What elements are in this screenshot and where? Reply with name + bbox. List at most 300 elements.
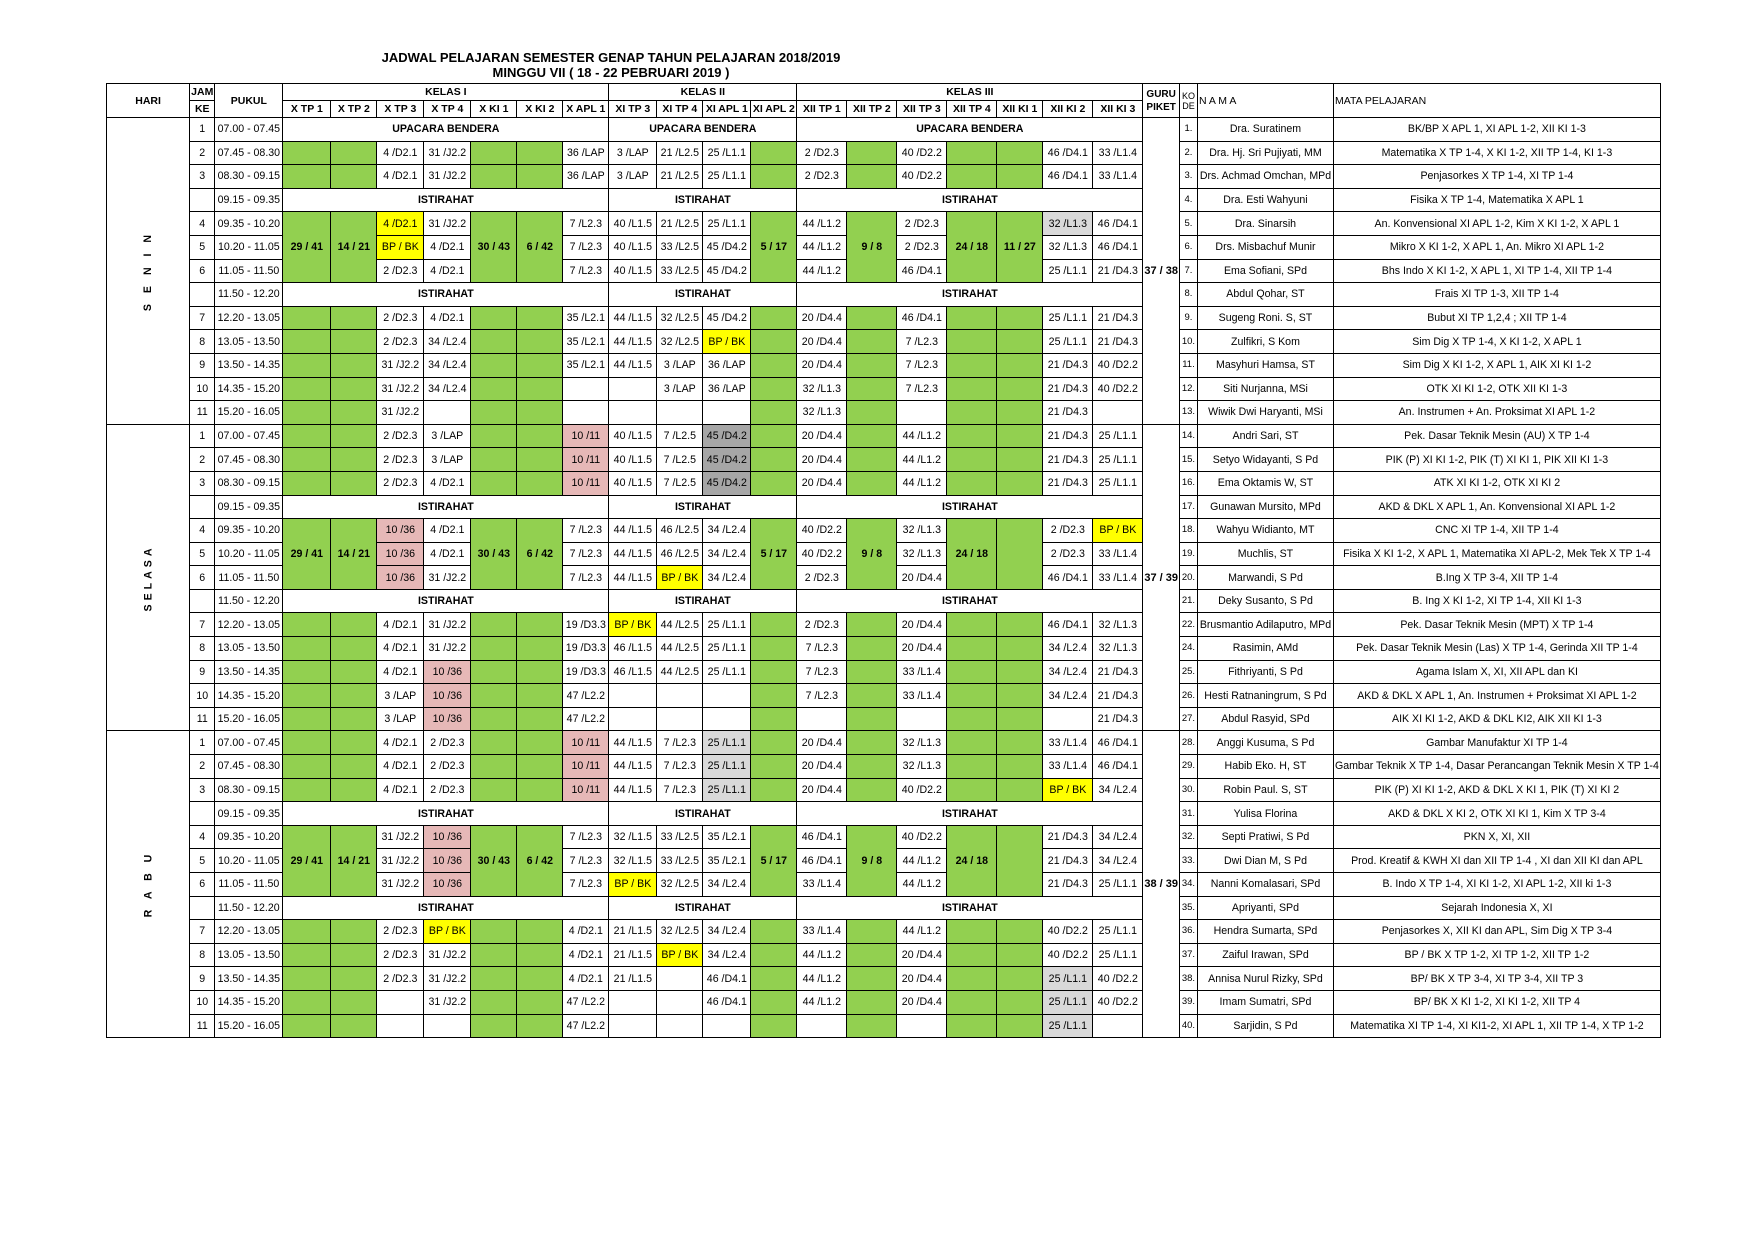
header-class: XII TP 1 (797, 101, 847, 118)
class-cell: 44 /L1.2 (897, 424, 947, 448)
class-cell (751, 684, 797, 708)
class-cell (751, 401, 797, 425)
class-cell: 4 /D2.1 (377, 141, 424, 165)
class-cell: 46 /D4.1 (703, 967, 751, 991)
jam-ke: 6 (190, 873, 215, 897)
class-cell (947, 448, 997, 472)
teacher-subject: CNC XI TP 1-4, XII TP 1-4 (1333, 519, 1660, 543)
class-cell: 7 /L2.3 (797, 637, 847, 661)
teacher-subject: Bubut XI TP 1,2,4 ; XII TP 1-4 (1333, 306, 1660, 330)
table-row (107, 707, 1661, 731)
table-row (107, 967, 1661, 991)
class-cell: 25 /L1.1 (1043, 259, 1093, 283)
pukul: 13.50 - 14.35 (215, 967, 283, 991)
teacher-code: 8. (1179, 283, 1197, 307)
day-cell (107, 118, 190, 425)
class-cell (997, 424, 1043, 448)
teacher-subject: Gambar Teknik X TP 1-4, Dasar Perancangan Teknik Mesin X TP 1-4 (1333, 755, 1660, 779)
pukul: 09.35 - 10.20 (215, 212, 283, 236)
class-cell: BP / BK (377, 235, 424, 259)
class-cell: 20 /D4.4 (897, 613, 947, 637)
teacher-code: 28. (1179, 731, 1197, 755)
class-cell (331, 377, 377, 401)
table-row (107, 306, 1661, 330)
istirahat-cell: ISTIRAHAT (283, 283, 609, 307)
class-cell: 34 /L2.4 (1043, 684, 1093, 708)
header-class: X TP 3 (377, 101, 424, 118)
class-cell: 46 /D4.1 (703, 990, 751, 1014)
pukul: 11.50 - 12.20 (215, 283, 283, 307)
class-cell: 40 /D2.2 (1093, 377, 1143, 401)
teacher-code: 35. (1179, 896, 1197, 920)
teacher-code: 1. (1179, 118, 1197, 142)
class-cell: 7 /L2.3 (563, 235, 609, 259)
class-cell (997, 684, 1043, 708)
class-cell: 25 /L1.1 (1093, 873, 1143, 897)
istirahat-cell: ISTIRAHAT (609, 283, 797, 307)
istirahat-cell: ISTIRAHAT (609, 188, 797, 212)
istirahat-cell: ISTIRAHAT (283, 802, 609, 826)
istirahat-cell: ISTIRAHAT (609, 495, 797, 519)
class-cell (751, 943, 797, 967)
class-cell: 33 /L1.4 (1093, 566, 1143, 590)
class-cell (751, 471, 797, 495)
class-cell: 31 /J2.2 (377, 377, 424, 401)
class-cell (847, 471, 897, 495)
class-cell: 7 /L2.3 (563, 542, 609, 566)
class-cell (997, 613, 1043, 637)
class-cell: 4 /D2.1 (424, 259, 471, 283)
class-cell (517, 448, 563, 472)
class-cell (283, 707, 331, 731)
pukul: 07.45 - 08.30 (215, 448, 283, 472)
class-cell: 2 /D2.3 (377, 448, 424, 472)
teacher-subject: BP / BK X TP 1-2, XI TP 1-2, XII TP 1-2 (1333, 943, 1660, 967)
jam-ke: 8 (190, 330, 215, 354)
teacher-code: 31. (1179, 802, 1197, 826)
block-cell: 30 / 43 (471, 519, 517, 590)
class-cell (283, 755, 331, 779)
block-cell: 5 / 17 (751, 519, 797, 590)
class-cell (657, 1014, 703, 1038)
class-cell (609, 990, 657, 1014)
class-cell: 7 /L2.5 (657, 448, 703, 472)
class-cell: 21 /L1.5 (609, 943, 657, 967)
pukul: 08.30 - 09.15 (215, 471, 283, 495)
class-cell: 34 /L2.4 (703, 542, 751, 566)
teacher-name: Dwi Dian M, S Pd (1197, 849, 1333, 873)
class-cell (471, 401, 517, 425)
class-cell: 44 /L1.5 (609, 519, 657, 543)
class-cell (657, 684, 703, 708)
class-cell: 46 /D4.1 (1093, 235, 1143, 259)
class-cell: 44 /L1.2 (797, 967, 847, 991)
class-cell: 25 /L1.1 (1043, 967, 1093, 991)
teacher-code: 39. (1179, 990, 1197, 1014)
jam-ke (190, 896, 215, 920)
class-cell: 2 /D2.3 (797, 165, 847, 189)
teacher-code: 20. (1179, 566, 1197, 590)
class-cell: 32 /L2.5 (657, 920, 703, 944)
class-cell (283, 353, 331, 377)
class-cell (847, 613, 897, 637)
istirahat-cell: ISTIRAHAT (797, 896, 1143, 920)
class-cell: 21 /D4.3 (1043, 353, 1093, 377)
teacher-subject: Mikro X KI 1-2, X APL 1, An. Mikro XI APL 1-2 (1333, 235, 1660, 259)
pukul: 15.20 - 16.05 (215, 401, 283, 425)
class-cell: 20 /D4.4 (897, 637, 947, 661)
header-mapel: MATA PELAJARAN (1333, 84, 1660, 118)
header-class: XII TP 3 (897, 101, 947, 118)
class-cell (331, 967, 377, 991)
class-cell: 21 /D4.3 (1093, 707, 1143, 731)
guru-piket: 37 / 39 (1143, 424, 1180, 731)
class-cell: 25 /L1.1 (1043, 1014, 1093, 1038)
class-cell: 44 /L2.5 (657, 637, 703, 661)
class-cell (517, 141, 563, 165)
class-cell (283, 943, 331, 967)
class-cell: 33 /L1.4 (1043, 731, 1093, 755)
class-cell (847, 401, 897, 425)
class-cell (471, 684, 517, 708)
class-cell (997, 448, 1043, 472)
class-cell (997, 401, 1043, 425)
class-cell: 32 /L1.5 (609, 849, 657, 873)
class-cell (947, 707, 997, 731)
class-cell: 4 /D2.1 (563, 967, 609, 991)
class-cell (751, 920, 797, 944)
pukul: 08.30 - 09.15 (215, 165, 283, 189)
class-cell: 34 /L2.4 (1043, 660, 1093, 684)
class-cell (471, 141, 517, 165)
class-cell: 46 /L1.5 (609, 660, 657, 684)
class-cell (331, 778, 377, 802)
class-cell: 46 /L2.5 (657, 519, 703, 543)
class-cell (517, 684, 563, 708)
jam-ke (190, 589, 215, 613)
teacher-subject: OTK XI KI 1-2, OTK XII KI 1-3 (1333, 377, 1660, 401)
teacher-name: Dra. Hj. Sri Pujiyati, MM (1197, 141, 1333, 165)
pukul: 07.00 - 07.45 (215, 731, 283, 755)
teacher-name: Anggi Kusuma, S Pd (1197, 731, 1333, 755)
teacher-code: 3. (1179, 165, 1197, 189)
header-guru-piket: GURU PIKET (1143, 84, 1180, 118)
jam-ke: 8 (190, 943, 215, 967)
day-cell (107, 424, 190, 731)
table-row (107, 896, 1661, 920)
class-cell: 34 /L2.4 (424, 353, 471, 377)
class-cell: 47 /L2.2 (563, 684, 609, 708)
class-cell: 46 /D4.1 (1043, 613, 1093, 637)
class-cell: 25 /L1.1 (703, 731, 751, 755)
class-cell (947, 165, 997, 189)
class-cell: 32 /L1.3 (897, 519, 947, 543)
class-cell: 40 /D2.2 (1093, 967, 1143, 991)
class-cell (947, 684, 997, 708)
class-cell: 20 /D4.4 (797, 778, 847, 802)
block-cell: 24 / 18 (947, 825, 997, 896)
class-cell (847, 755, 897, 779)
class-cell: 25 /L1.1 (1093, 471, 1143, 495)
class-cell: 19 /D3.3 (563, 613, 609, 637)
header-class: XII TP 4 (947, 101, 997, 118)
teacher-name: Annisa Nurul Rizky, SPd (1197, 967, 1333, 991)
block-cell (997, 519, 1043, 590)
header-jam: JAM (190, 84, 215, 101)
class-cell: 20 /D4.4 (897, 943, 947, 967)
class-cell: 44 /L1.2 (897, 448, 947, 472)
class-cell: 20 /D4.4 (797, 353, 847, 377)
class-cell: 40 /D2.2 (1093, 353, 1143, 377)
class-cell (847, 943, 897, 967)
class-cell (751, 353, 797, 377)
table-row (107, 990, 1661, 1014)
class-cell: 25 /L1.1 (703, 660, 751, 684)
class-cell: 46 /D4.1 (897, 259, 947, 283)
class-cell: 46 /D4.1 (797, 825, 847, 849)
class-cell: 7 /L2.3 (797, 684, 847, 708)
class-cell: 47 /L2.2 (563, 1014, 609, 1038)
jam-ke: 6 (190, 259, 215, 283)
class-cell: 33 /L2.5 (657, 849, 703, 873)
class-cell: 21 /D4.3 (1093, 660, 1143, 684)
class-cell (517, 330, 563, 354)
block-cell: 9 / 8 (847, 519, 897, 590)
class-cell: 10 /11 (563, 755, 609, 779)
class-cell: 21 /D4.3 (1093, 330, 1143, 354)
pukul: 13.05 - 13.50 (215, 637, 283, 661)
teacher-name: Dra. Esti Wahyuni (1197, 188, 1333, 212)
class-cell (897, 401, 947, 425)
class-cell: 33 /L1.4 (1093, 141, 1143, 165)
class-cell (947, 660, 997, 684)
class-cell (751, 755, 797, 779)
class-cell (331, 660, 377, 684)
class-cell (283, 778, 331, 802)
header-kelas-3: KELAS III (797, 84, 1143, 101)
teacher-subject: Sim Dig X TP 1-4, X KI 1-2, X APL 1 (1333, 330, 1660, 354)
class-cell: 36 /LAP (703, 353, 751, 377)
teacher-name: Brusmantio Adilaputro, MPd (1197, 613, 1333, 637)
class-cell: 10 /36 (424, 684, 471, 708)
class-cell (751, 377, 797, 401)
class-cell (283, 424, 331, 448)
class-cell: 3 /LAP (424, 448, 471, 472)
class-cell (847, 377, 897, 401)
class-cell (751, 637, 797, 661)
class-cell (997, 755, 1043, 779)
class-cell (997, 637, 1043, 661)
class-cell: 4 /D2.1 (424, 471, 471, 495)
teacher-name: Apriyanti, SPd (1197, 896, 1333, 920)
class-cell (1093, 401, 1143, 425)
class-cell: 40 /D2.2 (897, 165, 947, 189)
class-cell: 7 /L2.3 (897, 353, 947, 377)
class-cell: 31 /J2.2 (377, 849, 424, 873)
class-cell (471, 165, 517, 189)
class-cell (703, 401, 751, 425)
block-cell (997, 825, 1043, 896)
teacher-name: Wiwik Dwi Haryanti, MSi (1197, 401, 1333, 425)
class-cell (517, 943, 563, 967)
class-cell: 4 /D2.1 (424, 235, 471, 259)
table-row (107, 188, 1661, 212)
day-cell (107, 731, 190, 1038)
class-cell: 20 /D4.4 (797, 471, 847, 495)
class-cell: 45 /D4.2 (703, 471, 751, 495)
class-cell (751, 731, 797, 755)
jam-ke: 9 (190, 660, 215, 684)
header-class: X APL 1 (563, 101, 609, 118)
jam-ke (190, 802, 215, 826)
class-cell (751, 660, 797, 684)
table-row (107, 519, 1661, 543)
teacher-subject: AKD & DKL X KI 2, OTK XI KI 1, Kim X TP 3-4 (1333, 802, 1660, 826)
class-cell (657, 967, 703, 991)
teacher-subject: Gambar Manufaktur XI TP 1-4 (1333, 731, 1660, 755)
class-cell: 7 /L2.3 (563, 519, 609, 543)
block-cell: 14 / 21 (331, 519, 377, 590)
pukul: 11.05 - 11.50 (215, 873, 283, 897)
jam-ke: 11 (190, 1014, 215, 1038)
class-cell (609, 1014, 657, 1038)
class-cell (471, 424, 517, 448)
teacher-subject: Sejarah Indonesia X, XI (1333, 896, 1660, 920)
teacher-code: 17. (1179, 495, 1197, 519)
teacher-name: Masyhuri Hamsa, ST (1197, 353, 1333, 377)
class-cell: 47 /L2.2 (563, 707, 609, 731)
class-cell: 34 /L2.4 (1043, 637, 1093, 661)
class-cell (283, 684, 331, 708)
class-cell (847, 990, 897, 1014)
istirahat-cell: ISTIRAHAT (797, 188, 1143, 212)
class-cell: 33 /L1.4 (797, 873, 847, 897)
class-cell: 21 /D4.3 (1043, 849, 1093, 873)
table-row (107, 684, 1661, 708)
class-cell (331, 731, 377, 755)
class-cell (331, 330, 377, 354)
jam-ke (190, 495, 215, 519)
class-cell (517, 165, 563, 189)
class-cell (847, 330, 897, 354)
class-cell: 44 /L1.2 (897, 471, 947, 495)
class-cell: 32 /L1.3 (1093, 613, 1143, 637)
teacher-code: 9. (1179, 306, 1197, 330)
jam-ke: 7 (190, 306, 215, 330)
class-cell: 20 /D4.4 (797, 731, 847, 755)
class-cell: 31 /J2.2 (377, 353, 424, 377)
class-cell (377, 1014, 424, 1038)
block-cell: 30 / 43 (471, 212, 517, 283)
teacher-name: Nanni Komalasari, SPd (1197, 873, 1333, 897)
class-cell (997, 731, 1043, 755)
class-cell: 10 /11 (563, 731, 609, 755)
class-cell: 44 /L1.5 (609, 353, 657, 377)
class-cell (997, 778, 1043, 802)
class-cell: 33 /L2.5 (657, 235, 703, 259)
pukul: 13.05 - 13.50 (215, 330, 283, 354)
class-cell: 34 /L2.4 (1093, 849, 1143, 873)
class-cell: 33 /L2.5 (657, 825, 703, 849)
class-cell: 25 /L1.1 (703, 613, 751, 637)
class-cell: 32 /L1.3 (1093, 637, 1143, 661)
class-cell: 21 /L2.5 (657, 165, 703, 189)
header-nama: N A M A (1197, 84, 1333, 118)
block-cell: 24 / 18 (947, 519, 997, 590)
class-cell: 2 /D2.3 (797, 566, 847, 590)
class-cell: 25 /L1.1 (1043, 990, 1093, 1014)
class-cell: 2 /D2.3 (377, 330, 424, 354)
class-cell: 7 /L2.3 (897, 330, 947, 354)
block-cell: 29 / 41 (283, 825, 331, 896)
class-cell: 3 /LAP (424, 424, 471, 448)
class-cell: 46 /D4.1 (1043, 165, 1093, 189)
class-cell (657, 990, 703, 1014)
class-cell: 20 /D4.4 (797, 755, 847, 779)
teacher-subject: PIK (P) XI KI 1-2, PIK (T) XI KI 1, PIK XII KI 1-3 (1333, 448, 1660, 472)
teacher-name: Ema Oktamis W, ST (1197, 471, 1333, 495)
class-cell (947, 401, 997, 425)
teacher-subject: Penjasorkes X, XII KI dan APL, Sim Dig X TP 3-4 (1333, 920, 1660, 944)
class-cell: 31 /J2.2 (424, 990, 471, 1014)
class-cell (517, 424, 563, 448)
class-cell: 34 /L2.4 (703, 519, 751, 543)
class-cell: 25 /L1.1 (1093, 920, 1143, 944)
teacher-name: Yulisa Florina (1197, 802, 1333, 826)
class-cell (1043, 707, 1093, 731)
teacher-subject: PIK (P) XI KI 1-2, AKD & DKL X KI 1, PIK (T) XI KI 2 (1333, 778, 1660, 802)
class-cell (517, 401, 563, 425)
class-cell (283, 377, 331, 401)
class-cell (997, 943, 1043, 967)
class-cell: 10 /11 (563, 471, 609, 495)
class-cell: 47 /L2.2 (563, 990, 609, 1014)
class-cell: 20 /D4.4 (897, 990, 947, 1014)
teacher-name: Abdul Rasyid, SPd (1197, 707, 1333, 731)
pukul: 13.50 - 14.35 (215, 353, 283, 377)
teacher-name: Ema Sofiani, SPd (1197, 259, 1333, 283)
class-cell (563, 377, 609, 401)
class-cell (847, 141, 897, 165)
class-cell: 25 /L1.1 (1093, 424, 1143, 448)
class-cell (997, 990, 1043, 1014)
class-cell: 10 /36 (424, 660, 471, 684)
class-cell (947, 306, 997, 330)
class-cell (331, 920, 377, 944)
class-cell (751, 613, 797, 637)
teacher-subject: AIK XI KI 1-2, AKD & DKL KI2, AIK XII KI 1-3 (1333, 707, 1660, 731)
class-cell (331, 684, 377, 708)
class-cell: 7 /L2.3 (657, 731, 703, 755)
table-row (107, 165, 1661, 189)
teacher-name: Marwandi, S Pd (1197, 566, 1333, 590)
schedule-table (106, 83, 1661, 1038)
class-cell: 3 /LAP (657, 377, 703, 401)
class-cell: 34 /L2.4 (703, 566, 751, 590)
class-cell: 44 /L1.5 (609, 306, 657, 330)
class-cell (331, 353, 377, 377)
class-cell (331, 637, 377, 661)
class-cell: 31 /J2.2 (424, 613, 471, 637)
teacher-subject: Fisika X TP 1-4, Matematika X APL 1 (1333, 188, 1660, 212)
class-cell: 25 /L1.1 (703, 778, 751, 802)
jam-ke: 8 (190, 637, 215, 661)
class-cell (947, 613, 997, 637)
header-kode: KO DE (1179, 84, 1197, 118)
teacher-subject: An. Konvensional XI APL 1-2, Kim X KI 1-2, X APL 1 (1333, 212, 1660, 236)
class-cell (1093, 1014, 1143, 1038)
teacher-name: Dra. Sinarsih (1197, 212, 1333, 236)
